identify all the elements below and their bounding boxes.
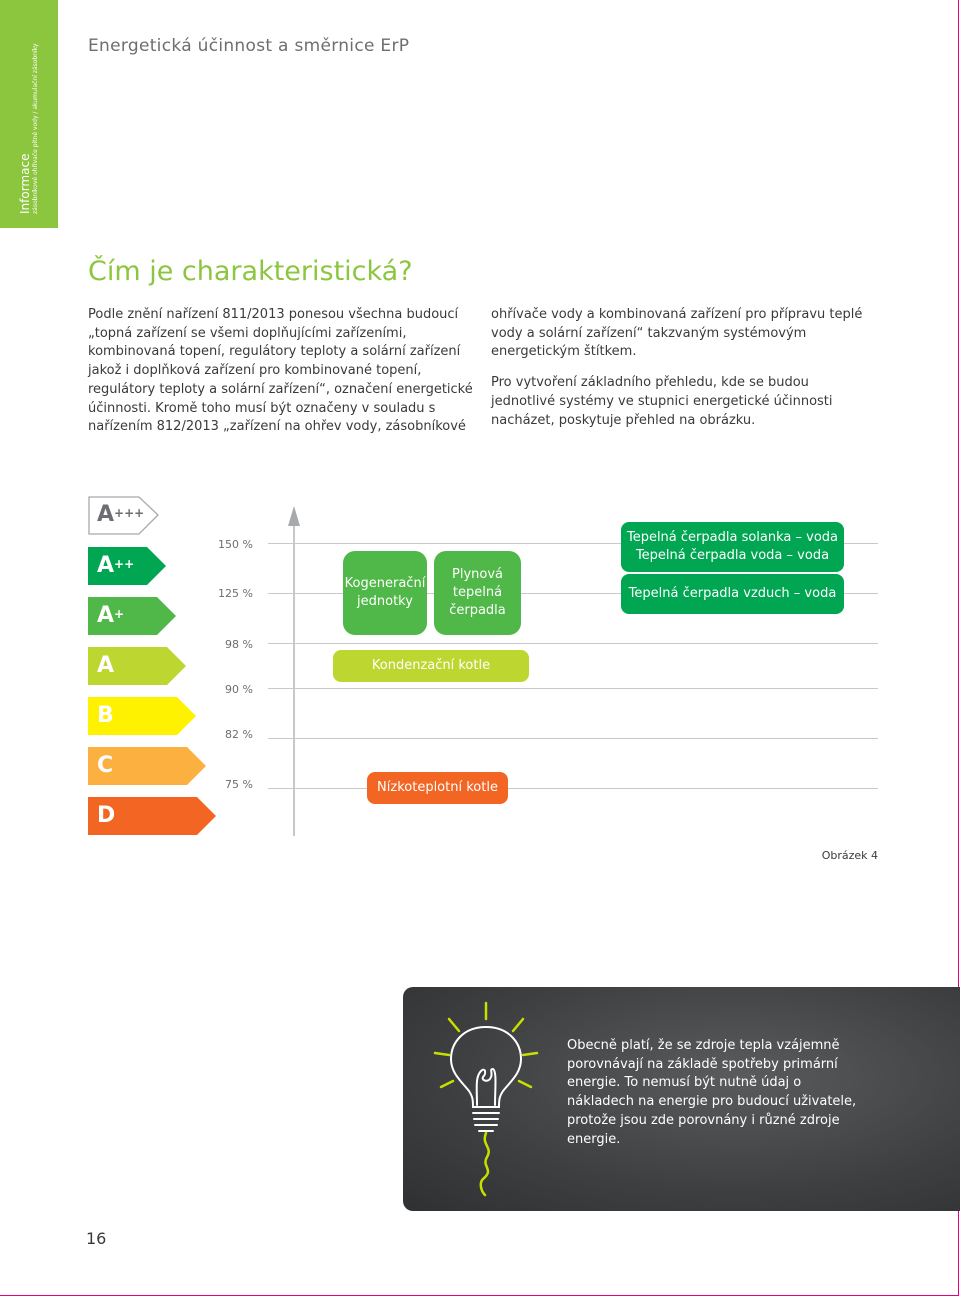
label-tip: [167, 647, 186, 685]
grid-line: [268, 738, 878, 739]
body-column-left: [88, 306, 480, 449]
energy-label-letter: A: [97, 502, 115, 527]
energy-label-letter: B: [97, 703, 114, 728]
percentage-label: 82 %: [225, 728, 253, 741]
energy-label-text: [97, 501, 144, 529]
energy-label-text: [97, 652, 114, 680]
percentage-label: 90 %: [225, 683, 253, 696]
label-tip: [197, 797, 216, 835]
body-paragraph: Podle znění nařízení 811/2013 ponesou všechna budoucí „topná zařízení se všemi doplňujícími zařízeními, kombinovaná topení, regulátory teploty a solární zařízení jakož i doplňková zařízení pro kombinované topení, regulátory teploty a solární zařízení“, označení energetické účinnosti. Kromě toho musí být označeny v souladu s nařízením 812/2013 „zařízení na ohřev vody, zásobníkové: [88, 307, 473, 435]
side-tab-subtitle: zásobníkové ohřívače pitné vody / akumulační zásobníky: [32, 43, 39, 214]
energy-label-letter: D: [97, 803, 116, 828]
system-kondenzacni-kotle: Kondenzační kotle: [333, 650, 529, 682]
system-kogeneracni-jednotky: Kogenerační jednotky: [343, 551, 427, 635]
system-label: Tepelná čerpadla solanka – voda: [626, 530, 839, 545]
grid-line: [268, 788, 878, 789]
label-tip: [157, 597, 176, 635]
percentage-label: 98 %: [225, 638, 253, 651]
energy-label-letter: A: [97, 553, 115, 578]
page-number: 16: [86, 1229, 107, 1248]
energy-label-text: [97, 802, 115, 830]
system-tepelna-cerpadla-solanka-voda-voda: [621, 522, 844, 572]
info-box-text: Obecně platí, že se zdroje tepla vzájemně porovnávají na základě spotřeby primární energie. To nemusí být nutně údaj o nákladech na energie pro budoucí uživatele, protože jsou zde porovnány i různé zdroje energie.: [567, 1038, 857, 1147]
energy-label-text: [97, 552, 134, 580]
side-tab-text: [18, 14, 40, 214]
grid-line: [268, 688, 878, 689]
system-plynova-tepelna-cerpadla: Plynová tepelná čerpadla: [434, 551, 521, 635]
system-label: Tepelná čerpadla voda – voda: [635, 548, 830, 563]
percentage-label: 125 %: [218, 587, 253, 600]
energy-label-text: [97, 752, 113, 780]
label-tip: [147, 547, 166, 585]
info-box: [403, 987, 960, 1211]
system-tepelna-cerpadla-vzduch-voda: Tepelná čerpadla vzduch – voda: [621, 574, 844, 614]
system-nizkoteplotni-kotle: Nízkoteplotní kotle: [367, 772, 508, 804]
energy-label-letter: C: [97, 753, 114, 778]
vertical-axis: [293, 526, 295, 836]
energy-label-letter: A: [97, 653, 115, 678]
energy-label-sup: +++: [114, 506, 145, 520]
percentage-label: 75 %: [225, 778, 253, 791]
body-paragraph: ohřívače vody a kombinovaná zařízení pro přípravu teplé vody a solární zařízení“ takzvaným systémovým energetickým štítkem.: [491, 307, 863, 360]
side-tab-title: Informace: [18, 153, 32, 214]
axis-arrow-icon: [288, 506, 300, 526]
grid-line: [268, 643, 878, 644]
percentage-label: 150 %: [218, 538, 253, 551]
body-column-right: [491, 306, 871, 442]
body-paragraph: Pro vytvoření základního přehledu, kde se budou jednotlivé systémy ve stupnici energetické účinnosti nacházet, poskytuje přehled na obrázku.: [491, 375, 833, 428]
lightbulb-icon: [431, 997, 541, 1197]
side-tab: [0, 0, 58, 228]
section-title: Čím je charakteristická?: [88, 256, 413, 287]
header-title: Energetická účinnost a směrnice ErP: [88, 36, 410, 56]
figure-caption: Obrázek 4: [821, 849, 878, 862]
energy-label-text: [97, 702, 114, 730]
energy-label-sup: ++: [114, 557, 135, 571]
energy-label-text: [97, 602, 124, 630]
energy-label-sup: +: [114, 607, 125, 621]
energy-label-letter: A: [97, 603, 115, 628]
